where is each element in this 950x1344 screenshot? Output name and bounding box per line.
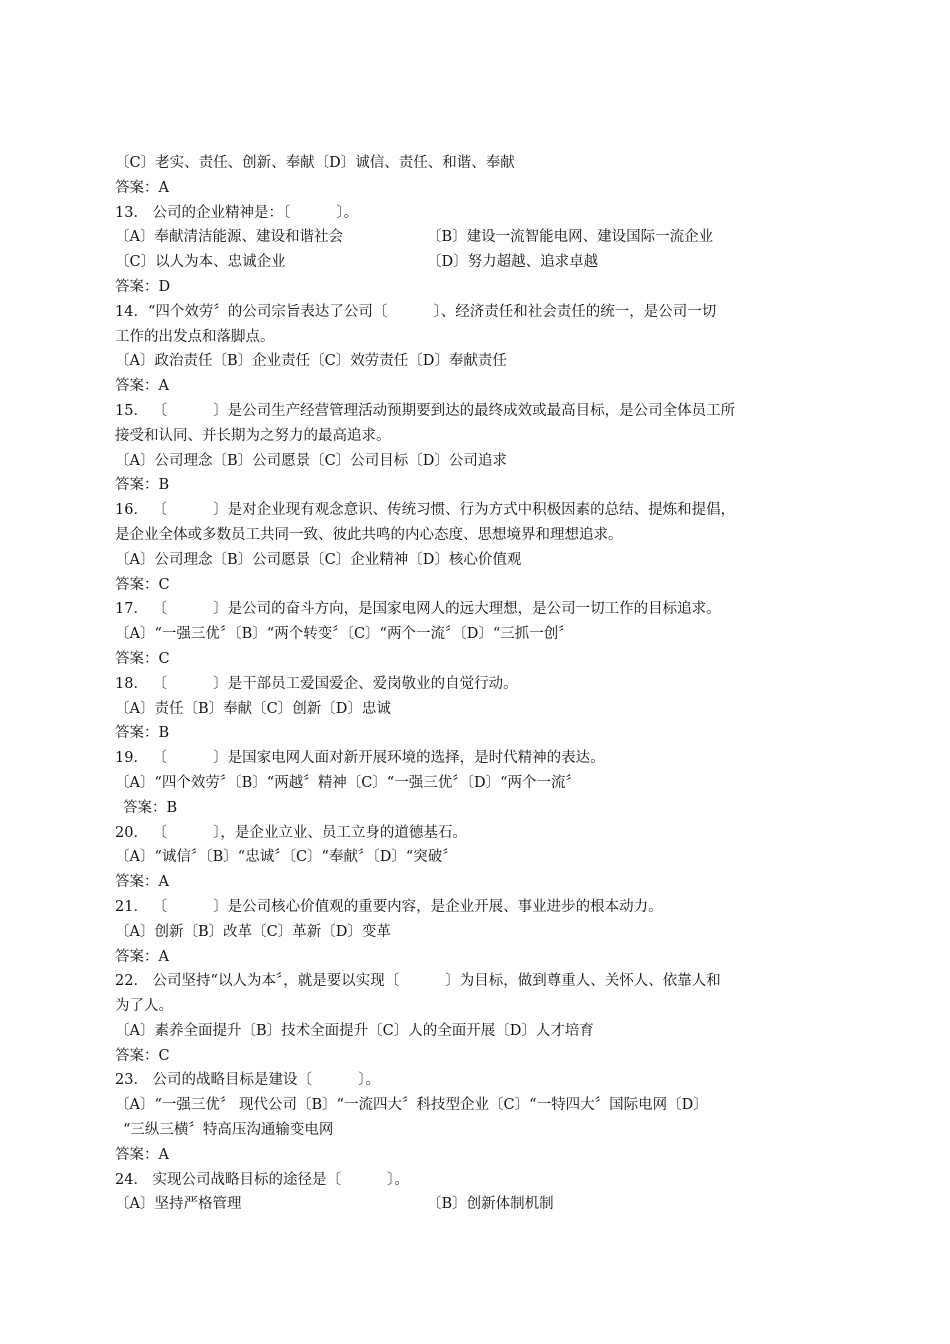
text-line: 〔A〕公司理念〔B〕公司愿景〔C〕公司目标〔D〕公司追求 (115, 452, 507, 469)
text-line: 答案：B (115, 477, 170, 494)
text-line: 〔A〕素养全面提升〔B〕技术全面提升〔C〕人的全面开展〔D〕人才培育 (115, 1022, 594, 1039)
option-left: 〔C〕以人为本、忠诚企业 (115, 254, 286, 271)
text-line: 17． 〔 〕是公司的奋斗方向，是国家电网人的远大理想，是公司一切工作的目标追求。 (115, 601, 721, 618)
text-line: 〔A〕“四个效劳〞〔B〕“两越〞精神〔C〕“一强三优〞〔D〕“两个一流〞 (115, 774, 580, 791)
text-line: 答案：A (115, 948, 169, 965)
text-line: 答案：A (115, 179, 169, 196)
document-page (115, 151, 840, 1217)
option-row (115, 1192, 840, 1217)
text-line: 为了人。 (115, 998, 173, 1015)
text-line: 是企业全体或多数员工共同一致、彼此共鸣的内心态度、思想境界和理想追求。 (115, 526, 623, 543)
text-line: 〔A〕公司理念〔B〕公司愿景〔C〕企业精神〔D〕核心价值观 (115, 551, 522, 568)
text-line: 答案：C (115, 576, 170, 593)
option-row (115, 225, 840, 250)
text-line: 15． 〔 〕是公司生产经营管理活动预期要到达的最终成效或最高目标，是公司全体员工所 (115, 402, 736, 419)
text-line: “三纵三横〞特高压沟通输变电网 (123, 1122, 334, 1139)
text-line: 〔A〕责任〔B〕奉献〔C〕创新〔D〕忠诚 (115, 700, 391, 717)
text-line: 18． 〔 〕是干部员工爱国爱企、爱岗敬业的自觉行动。 (115, 675, 518, 692)
text-line: 答案：A (115, 874, 169, 891)
text-line: 接受和认同、并长期为之努力的最高追求。 (115, 427, 391, 444)
text-line: 工作的出发点和落脚点。 (115, 328, 275, 345)
text-line: 答案：B (115, 725, 170, 742)
text-line: 答案：C (115, 1047, 170, 1064)
text-line: 24． 实现公司战略目标的途径是〔 〕。 (115, 1171, 409, 1188)
text-line: 答案：B (123, 799, 178, 816)
text-line: 13． 公司的企业精神是：〔 〕。 (115, 204, 359, 221)
text-line: 23． 公司的战略目标是建设〔 〕。 (115, 1072, 380, 1089)
option-right: 〔D〕努力超越、追求卓越 (427, 254, 599, 271)
text-line: 22． 公司坚持“以人为本〞，就是要以实现〔 〕为目标，做到尊重人、关怀人、依靠人和 (115, 973, 721, 990)
text-line: 〔A〕创新〔B〕改革〔C〕革新〔D〕变革 (115, 923, 391, 940)
text-line: 16． 〔 〕是对企业现有观念意识、传统习惯、行为方式中积极因素的总结、提炼和提倡， (115, 502, 736, 519)
text-line: 21． 〔 〕是公司核心价值观的重要内容，是企业开展、事业进步的根本动力。 (115, 898, 663, 915)
option-left: 〔A〕坚持严格管理 (115, 1196, 242, 1213)
option-left: 〔A〕奉献清洁能源、建设和谐社会 (115, 229, 343, 246)
text-line: 20． 〔 〕，是企业立业、员工立身的道德基石。 (115, 824, 467, 841)
text-line: 答案：C (115, 650, 170, 667)
option-right: 〔B〕建设一流智能电网、建设国际一流企业 (427, 229, 714, 246)
text-line: 〔A〕“一强三优〞〔B〕“两个转变〞〔C〕“两个一流〞〔D〕“三抓一创〞 (115, 626, 573, 643)
text-line: 答案：A (115, 378, 169, 395)
option-row (115, 250, 840, 275)
text-line: 〔C〕老实、责任、创新、奉献〔D〕诚信、责任、和谐、奉献 (115, 155, 515, 171)
text-line: 〔A〕政治责任〔B〕企业责任〔C〕效劳责任〔D〕奉献责任 (115, 353, 507, 370)
text-line: 14．“四个效劳〞的公司宗旨表达了公司〔 〕、经济责任和社会责任的统一，是公司一切 (115, 303, 717, 320)
text-line: 答案：A (115, 1146, 169, 1163)
text-line: 〔A〕“一强三优〞 现代公司〔B〕“一流四大〞科技型企业〔C〕“一特四大〞国际电网〔D〕 (115, 1097, 708, 1114)
text-line: 答案：D (115, 278, 171, 295)
text-line: 〔A〕“诚信〞〔B〕“忠诚〞〔C〕“奉献〞〔D〕“突破〞 (115, 849, 457, 866)
text-line: 19． 〔 〕是国家电网人面对新开展环境的选择，是时代精神的表达。 (115, 750, 605, 767)
option-right: 〔B〕创新体制机制 (427, 1196, 554, 1213)
